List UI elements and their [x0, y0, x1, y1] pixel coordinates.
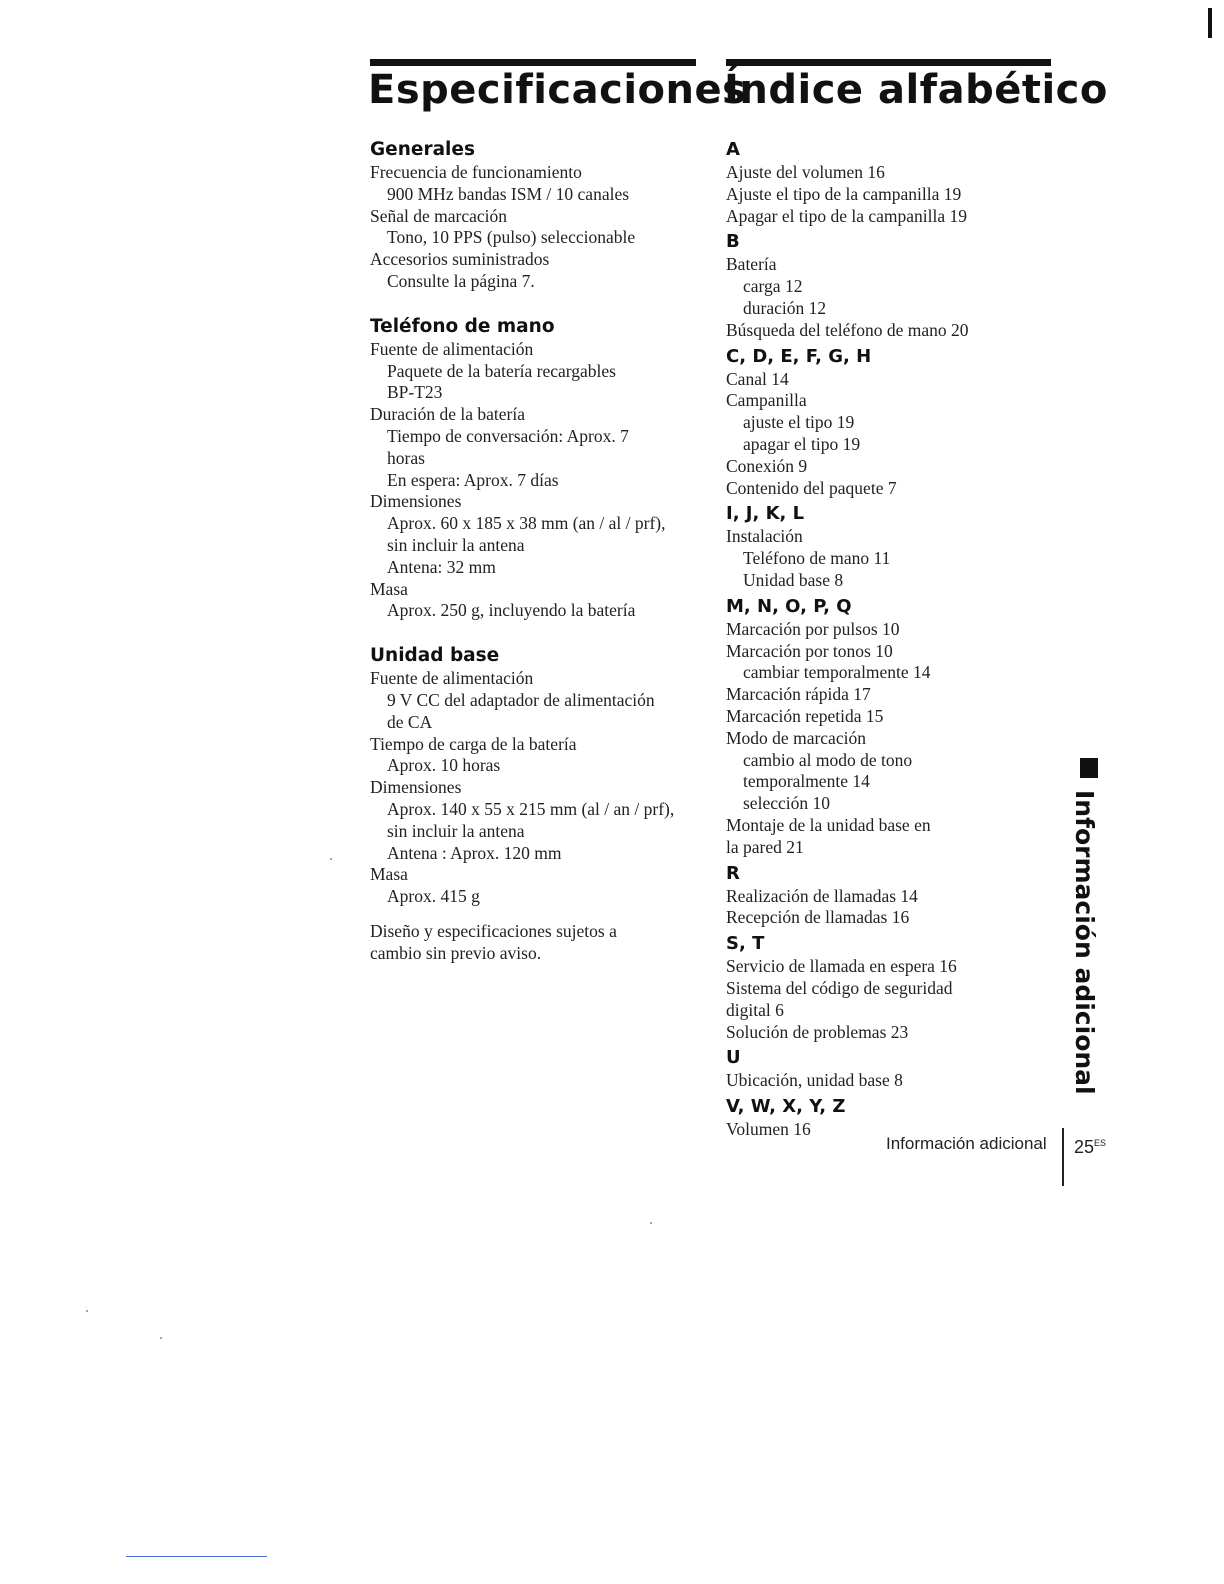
section-heading-telefono: Teléfono de mano	[370, 315, 555, 337]
spec-label: Accesorios suministrados	[370, 249, 550, 270]
index-entry: Montaje de la unidad base en	[726, 814, 931, 835]
bottom-line	[126, 1556, 267, 1557]
index-subentry: selección 10	[743, 793, 830, 814]
index-entry: Contenido del paquete 7	[726, 477, 897, 498]
index-letter-heading: M, N, O, P, Q	[726, 595, 852, 617]
side-tab-label: Información adicional	[1070, 790, 1099, 1095]
index-subentry: cambiar temporalmente 14	[743, 662, 931, 683]
index-entry: Marcación rápida 17	[726, 684, 871, 705]
speck	[160, 1337, 162, 1339]
page-number-value: 25	[1074, 1137, 1095, 1157]
index-subentry: apagar el tipo 19	[743, 433, 861, 454]
index-subentry: cambio al modo de tono	[743, 749, 913, 770]
index-entry: Apagar el tipo de la campanilla 19	[726, 205, 968, 226]
index-letter-heading: C, D, E, F, G, H	[726, 345, 872, 367]
specs-column	[370, 138, 700, 965]
index-entry: Ajuste del volumen 16	[726, 162, 885, 182]
unidad-list	[370, 668, 700, 908]
index-letter-heading: S, T	[726, 933, 765, 955]
spec-label: Duración de la batería	[370, 404, 525, 425]
index-subentry: Unidad base 8	[743, 569, 844, 590]
spec-value: sin incluir la antena	[387, 820, 525, 841]
edge-mark	[1208, 8, 1212, 38]
spec-value: 9 V CC del adaptador de alimentación	[387, 689, 655, 710]
spec-label: Masa	[370, 864, 408, 885]
spec-value: Aprox. 140 x 55 x 215 mm (al / an / prf),	[387, 798, 675, 819]
spec-label: Fuente de alimentación	[370, 668, 534, 689]
speck	[330, 858, 332, 860]
page-number-suffix: ES	[1094, 1138, 1107, 1148]
note-line: Diseño y especificaciones sujetos a	[370, 920, 617, 941]
title-rule-left	[370, 59, 696, 66]
index-entry: Sistema del código de seguridad	[726, 977, 953, 998]
speck	[86, 1310, 88, 1312]
index-entry: Recepción de llamadas 16	[726, 907, 910, 928]
index-entry: Campanilla	[726, 390, 807, 411]
index-entry: Solución de problemas 23	[726, 1021, 909, 1042]
index-entry: Instalación	[726, 526, 803, 547]
index-entry: la pared 21	[726, 836, 804, 857]
footer-divider	[1062, 1128, 1064, 1186]
index-entry: Ubicación, unidad base 8	[726, 1070, 903, 1091]
index-column	[726, 138, 1056, 1141]
index-entry: digital 6	[726, 999, 784, 1020]
index-entry: Ajuste el tipo de la campanilla 19	[726, 183, 962, 204]
index-subentry: carga 12	[743, 276, 803, 297]
index-subentry: Teléfono de mano 11	[743, 548, 891, 569]
section-heading-generales: Generales	[370, 139, 475, 160]
index-letter-heading: V, W, X, Y, Z	[726, 1096, 846, 1118]
spec-label: Frecuencia de funcionamiento	[370, 162, 582, 182]
index-subentry: ajuste el tipo 19	[743, 412, 855, 433]
index-entry: Marcación repetida 15	[726, 705, 884, 726]
spec-value: Antena: 32 mm	[387, 556, 496, 577]
spec-label: Tiempo de carga de la batería	[370, 733, 577, 754]
index-letter-heading: U	[726, 1047, 741, 1069]
generales-list	[370, 162, 700, 293]
disclaimer-note	[370, 921, 700, 965]
index-entry: Volumen 16	[726, 1119, 811, 1140]
spec-value: sin incluir la antena	[387, 534, 525, 555]
index-entry: Conexión 9	[726, 455, 808, 476]
spec-value: Aprox. 10 horas	[387, 755, 501, 776]
spec-value: Tono, 10 PPS (pulso) seleccionable	[387, 227, 636, 248]
spec-value: BP-T23	[387, 382, 443, 403]
footer-section-label: Información adicional	[886, 1134, 1047, 1153]
spec-value: Tiempo de conversación: Aprox. 7	[387, 425, 629, 446]
spec-value: Consulte la página 7.	[387, 270, 535, 291]
index-letter-heading: A	[726, 139, 740, 160]
spec-label: Masa	[370, 578, 408, 599]
title-rule-right	[726, 59, 1051, 66]
telefono-list	[370, 339, 700, 622]
side-tab-marker	[1080, 758, 1098, 778]
index-entry: Batería	[726, 254, 777, 275]
section-heading-unidad: Unidad base	[370, 645, 500, 667]
spec-label: Dimensiones	[370, 491, 462, 512]
spec-value: Aprox. 250 g, incluyendo la batería	[387, 600, 636, 621]
spec-label: Dimensiones	[370, 777, 462, 798]
index-letter-heading: B	[726, 231, 740, 253]
spec-label: Fuente de alimentación	[370, 338, 534, 359]
index-letter-heading: I, J, K, L	[726, 503, 805, 525]
spec-value: Antena : Aprox. 120 mm	[387, 842, 562, 863]
index-entry: Modo de marcación	[726, 727, 866, 748]
index-title: Índice alfabético	[724, 67, 1108, 113]
speck	[650, 1222, 652, 1224]
index-entry: Servicio de llamada en espera 16	[726, 956, 957, 977]
index-subentry: temporalmente 14	[743, 771, 870, 792]
specs-title: Especificaciones	[368, 67, 747, 113]
index-subentry: duración 12	[743, 297, 827, 318]
spec-value: 900 MHz bandas ISM / 10 canales	[387, 183, 630, 204]
note-line: cambio sin previo aviso.	[370, 942, 542, 963]
page-number	[1074, 1132, 1106, 1158]
spec-value: Aprox. 415 g	[387, 886, 480, 907]
index-entry: Marcación por tonos 10	[726, 640, 893, 661]
index-entry: Búsqueda del teléfono de mano 20	[726, 319, 969, 340]
index-entry: Canal 14	[726, 368, 789, 389]
spec-label: Señal de marcación	[370, 205, 508, 226]
index-letter-heading: R	[726, 862, 740, 884]
index-entry: Realización de llamadas 14	[726, 885, 918, 906]
spec-value: Aprox. 60 x 185 x 38 mm (an / al / prf),	[387, 513, 666, 534]
spec-value: Paquete de la batería recargables	[387, 360, 616, 381]
spec-value: de CA	[387, 711, 433, 732]
spec-value: En espera: Aprox. 7 días	[387, 469, 559, 490]
index-entry: Marcación por pulsos 10	[726, 618, 900, 639]
spec-value: horas	[387, 447, 425, 468]
